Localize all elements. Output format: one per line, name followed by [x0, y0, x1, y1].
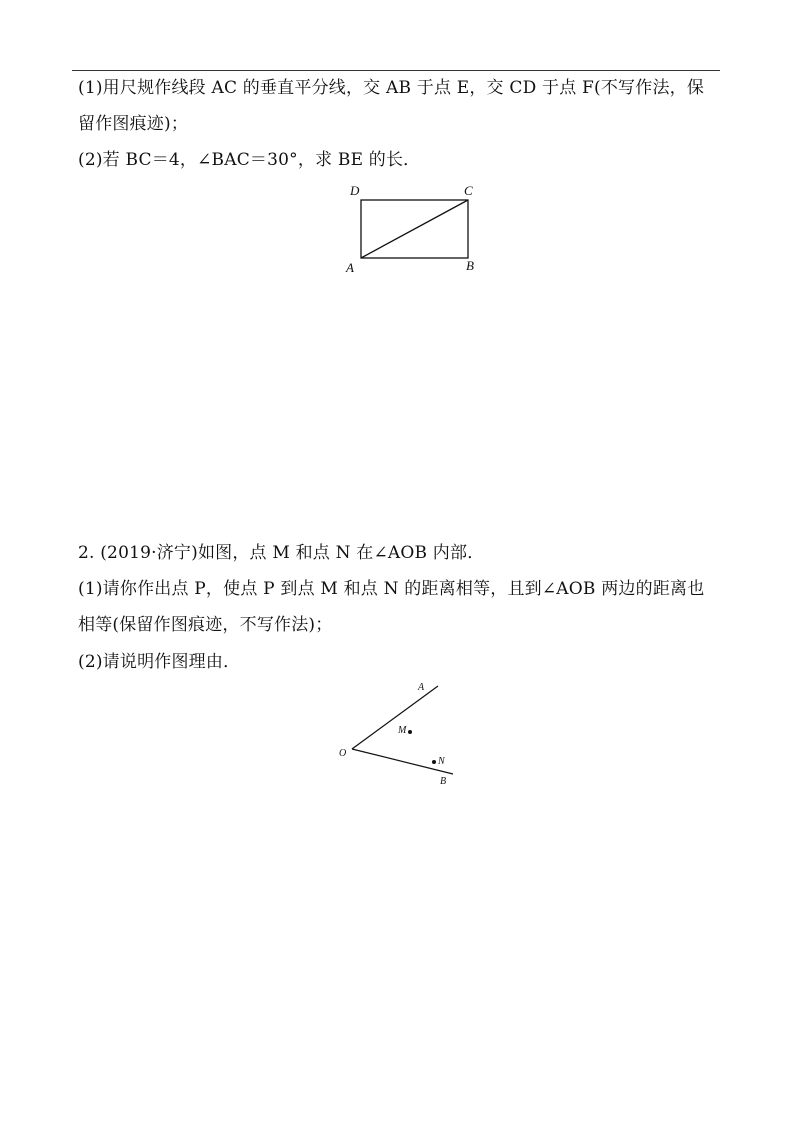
angle-figure — [330, 676, 470, 791]
ray-oa — [352, 686, 438, 749]
label-c: C — [464, 183, 473, 198]
p1-line-1: (1)用尺规作线段 AC 的垂直平分线，交 AB 于点 E，交 CD 于点 F(不写作法，保 — [78, 78, 705, 98]
p2-line-2: (1)请你作出点 P，使点 P 到点 M 和点 N 的距离相等，且到∠AOB 两边的距离也 — [78, 579, 705, 599]
label-n: N — [438, 756, 445, 767]
point-n — [432, 760, 436, 764]
label-a: A — [346, 260, 354, 275]
p1-line-3: (2)若 BC＝4，∠BAC＝30°，求 BE 的长． — [78, 150, 421, 170]
p1-line-2: 留作图痕迹)； — [78, 114, 189, 134]
label-a2: A — [418, 682, 425, 693]
diagonal-ac — [361, 200, 468, 258]
rectangle-figure — [330, 178, 500, 283]
label-d: D — [350, 183, 360, 198]
p2-line-1: 2. (2019·济宁)如图，点 M 和点 N 在∠AOB 内部． — [78, 543, 485, 563]
point-m — [408, 730, 412, 734]
p2-line-4: (2)请说明作图理由． — [78, 652, 241, 672]
label-o: O — [339, 748, 347, 759]
label-m: M — [398, 725, 407, 736]
label-b2: B — [440, 776, 447, 787]
header-rule — [72, 70, 720, 71]
label-b: B — [466, 258, 474, 273]
p2-line-3: 相等(保留作图痕迹，不写作法)； — [78, 615, 333, 635]
